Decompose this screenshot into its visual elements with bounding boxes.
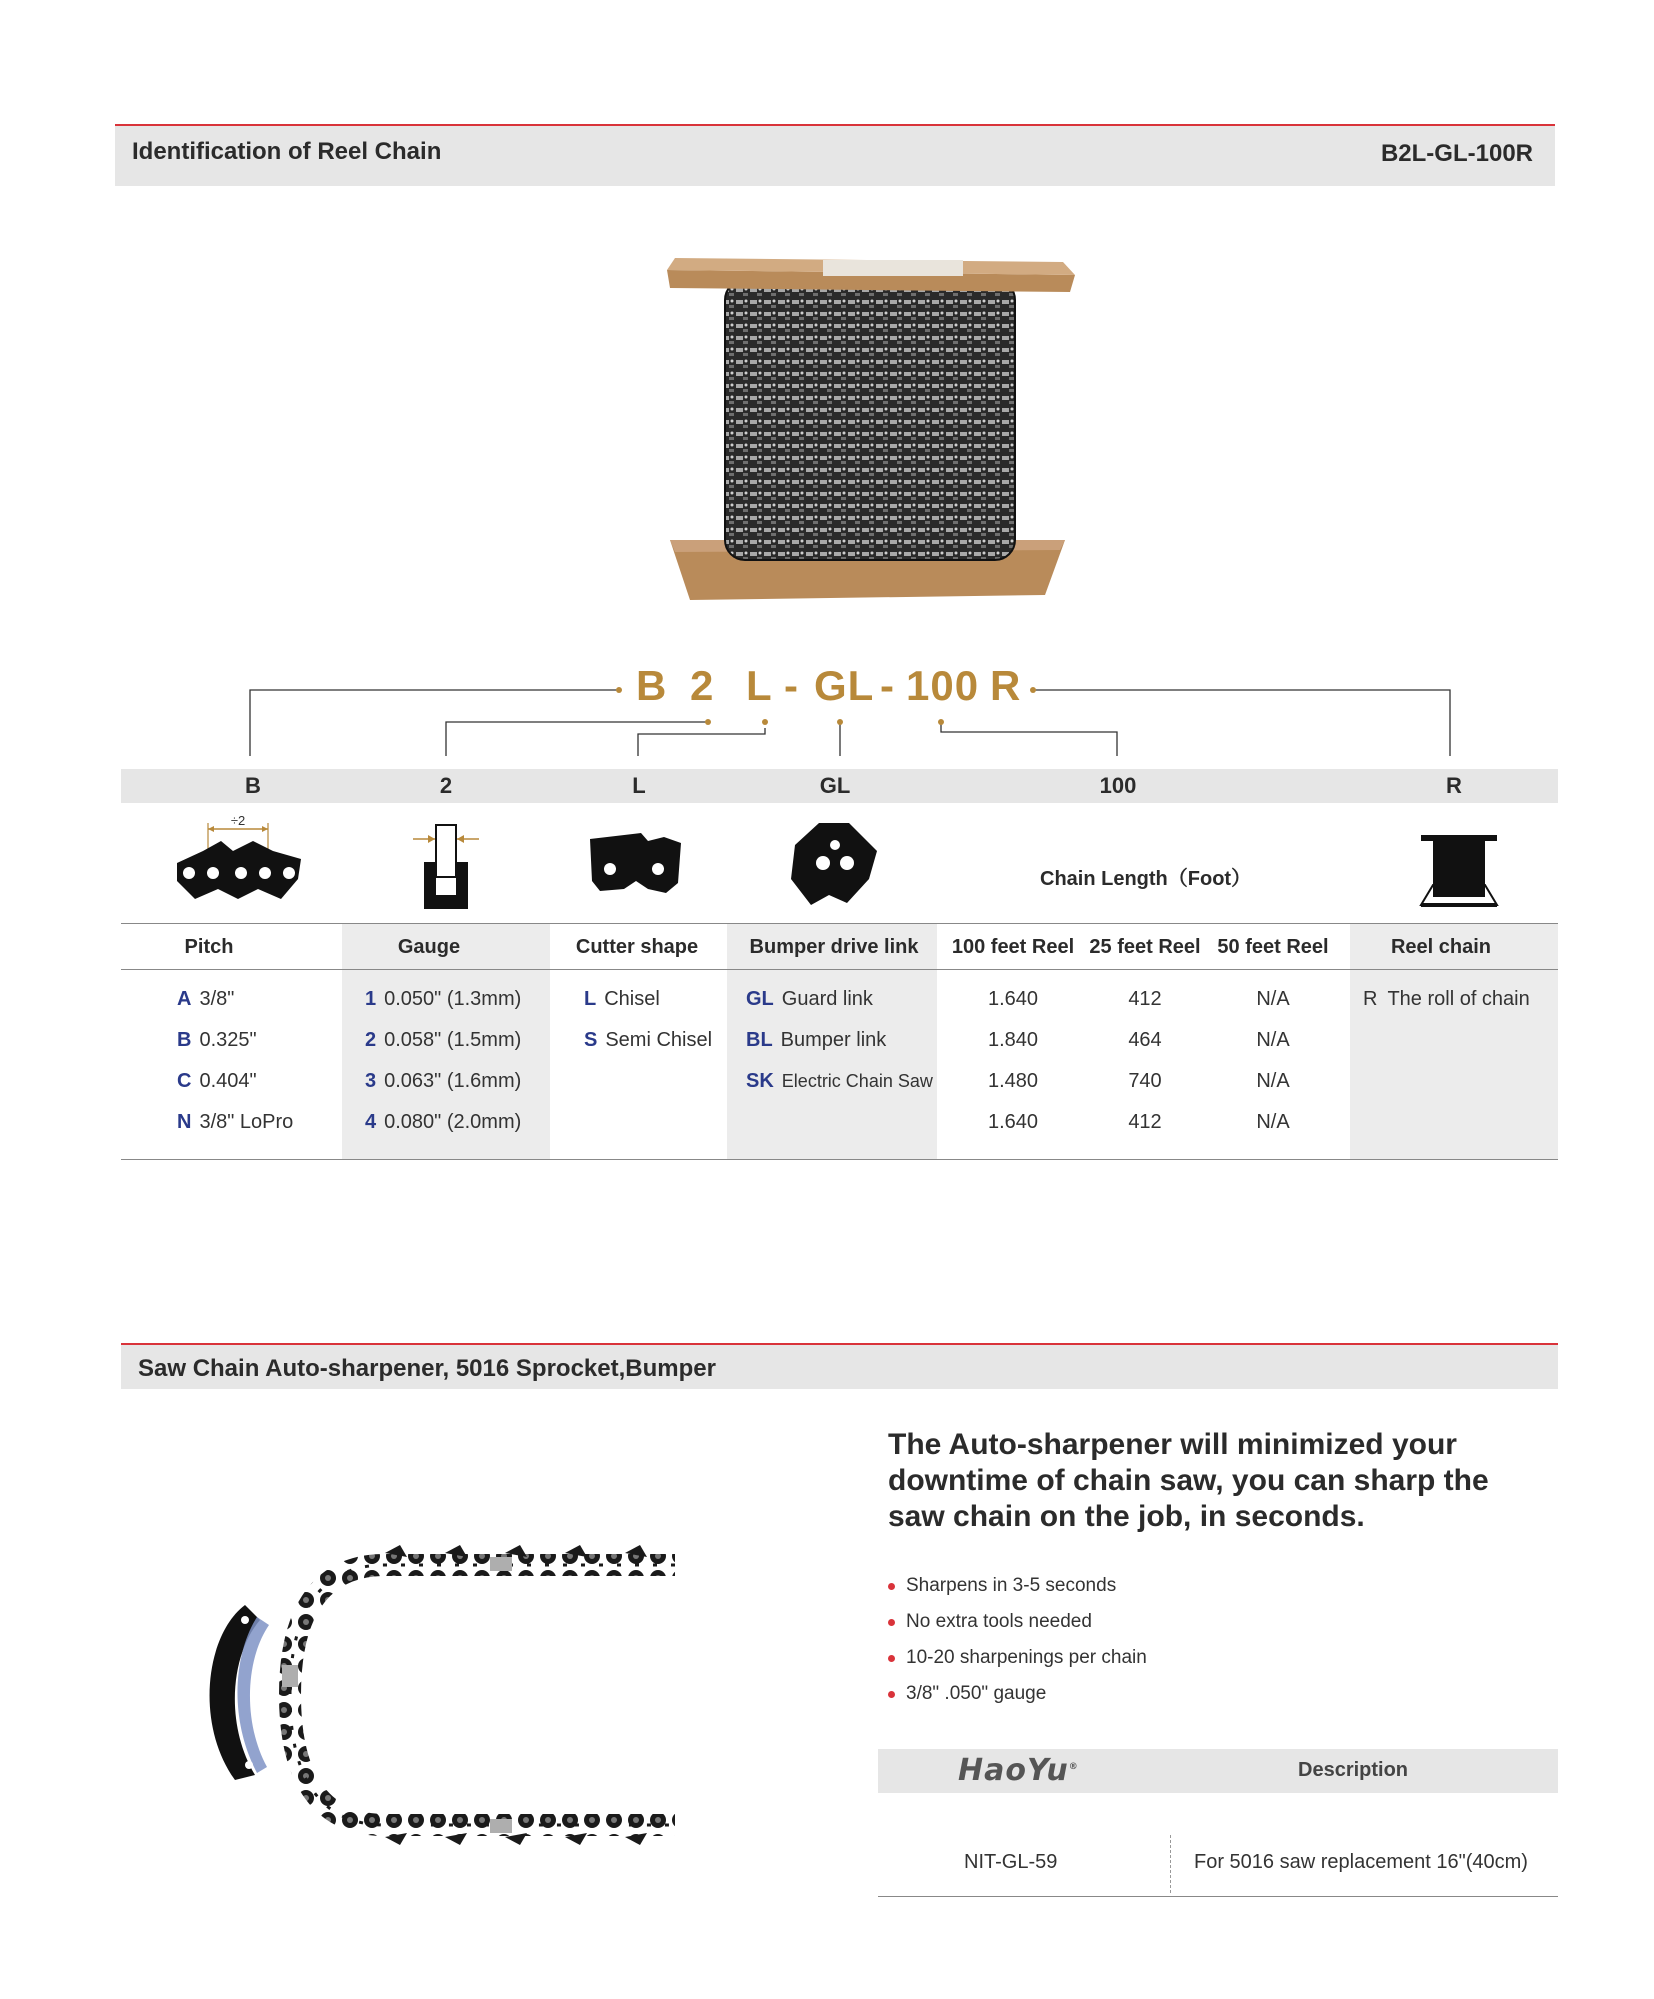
gauge-row: 2 0.058" (1.5mm): [365, 1029, 522, 1051]
reel-column-bg: [1350, 924, 1558, 1159]
section-title: Identification of Reel Chain: [132, 138, 442, 165]
col-header-100ft: 100 feet Reel: [951, 936, 1075, 958]
code-part-reel: R: [990, 662, 1022, 709]
bumper-row: SK Electric Chain Saw: [746, 1070, 933, 1092]
code-header-row: [121, 769, 1558, 803]
cutter-row: S Semi Chisel: [584, 1029, 713, 1051]
length-25ft: 412: [1128, 988, 1162, 1010]
length-50ft: N/A: [1256, 988, 1290, 1010]
cutter-shape-icon: [586, 831, 686, 895]
pitch-divide-label: ÷2: [230, 813, 246, 828]
feature-item: 3/8" .050" gauge: [888, 1683, 1147, 1719]
bumper-row: BL Bumper link: [746, 1029, 887, 1051]
code-part-bumper: GL: [814, 662, 875, 709]
length-25ft: 740: [1128, 1070, 1162, 1092]
length-25ft: 464: [1128, 1029, 1162, 1051]
auto-sharpener-chain-image: [185, 1545, 685, 1845]
code-part-cutter: L: [746, 662, 773, 709]
brand-logo: HaoYu®: [958, 1753, 1079, 1788]
length-50ft: N/A: [1256, 1029, 1290, 1051]
code-part-length: 100: [906, 662, 980, 709]
description-header: Description: [1298, 1759, 1409, 1781]
length-100ft: 1.840: [987, 1029, 1039, 1051]
header-code-cutter: L: [632, 773, 646, 798]
part-number: NIT-GL-59: [964, 1851, 1058, 1873]
reel-row: R The roll of chain: [1363, 988, 1530, 1010]
pitch-icon: [173, 811, 303, 911]
code-part-pitch: B: [636, 662, 668, 709]
pitch-row: C 0.404": [177, 1070, 257, 1092]
feature-item: No extra tools needed: [888, 1611, 1147, 1647]
icon-row: [121, 803, 1558, 923]
pitch-row: B 0.325": [177, 1029, 257, 1051]
col-header-bumper: Bumper drive link: [749, 936, 919, 958]
col-header-reel: Reel chain: [1390, 936, 1492, 958]
gauge-row: 1 0.050" (1.3mm): [365, 988, 522, 1010]
header-code-pitch: B: [245, 773, 261, 798]
pitch-row: A 3/8": [177, 988, 235, 1010]
gauge-row: 3 0.063" (1.6mm): [365, 1070, 522, 1092]
header-code-gauge: 2: [439, 773, 453, 798]
header-code-reel: R: [1446, 773, 1462, 798]
spec-table: [121, 923, 1558, 1160]
description-table-row: [878, 1835, 1558, 1897]
pitch-row: N 3/8" LoPro: [177, 1111, 294, 1133]
gauge-icon: [411, 817, 481, 911]
section-header-auto-sharpener: [121, 1343, 1558, 1389]
description-table-header: [878, 1749, 1558, 1793]
sharpener-headline: The Auto-sharpener will minimized your downtime of chain saw, you can sharp the saw chain on the job, in seconds.: [888, 1428, 1489, 1533]
col-header-cutter: Cutter shape: [575, 936, 699, 958]
length-50ft: N/A: [1256, 1111, 1290, 1133]
length-100ft: 1.480: [987, 1070, 1039, 1092]
bumper-drive-link-icon: [789, 821, 879, 907]
header-code-length: 100: [1099, 773, 1137, 798]
col-header-50ft: 50 feet Reel: [1217, 936, 1329, 958]
feature-list: [888, 1575, 1147, 1719]
cutter-row: L Chisel: [584, 988, 660, 1010]
feature-item: Sharpens in 3-5 seconds: [888, 1575, 1147, 1611]
col-header-gauge: Gauge: [397, 936, 461, 958]
header-code-bumper: GL: [819, 773, 851, 798]
code-dash: -: [784, 662, 799, 709]
bumper-row: GL Guard link: [746, 988, 873, 1010]
reel-chain-icon: [1419, 833, 1499, 909]
section-title: Saw Chain Auto-sharpener, 5016 Sprocket,Bumper: [138, 1355, 716, 1382]
gauge-row: 4 0.080" (2.0mm): [365, 1111, 522, 1133]
col-header-25ft: 25 feet Reel: [1089, 936, 1201, 958]
code-dash: -: [880, 662, 895, 709]
code-part-gauge: 2: [690, 662, 715, 709]
length-25ft: 412: [1128, 1111, 1162, 1133]
length-50ft: N/A: [1256, 1070, 1290, 1092]
feature-item: 10-20 sharpenings per chain: [888, 1647, 1147, 1683]
length-100ft: 1.640: [987, 1111, 1039, 1133]
part-description: For 5016 saw replacement 16"(40cm): [1194, 1851, 1528, 1873]
model-code: B2L-GL-100R: [1380, 140, 1533, 167]
chain-length-label: Chain Length（Foot）: [1040, 868, 1252, 890]
length-100ft: 1.640: [987, 988, 1039, 1010]
col-header-pitch: Pitch: [184, 936, 234, 958]
